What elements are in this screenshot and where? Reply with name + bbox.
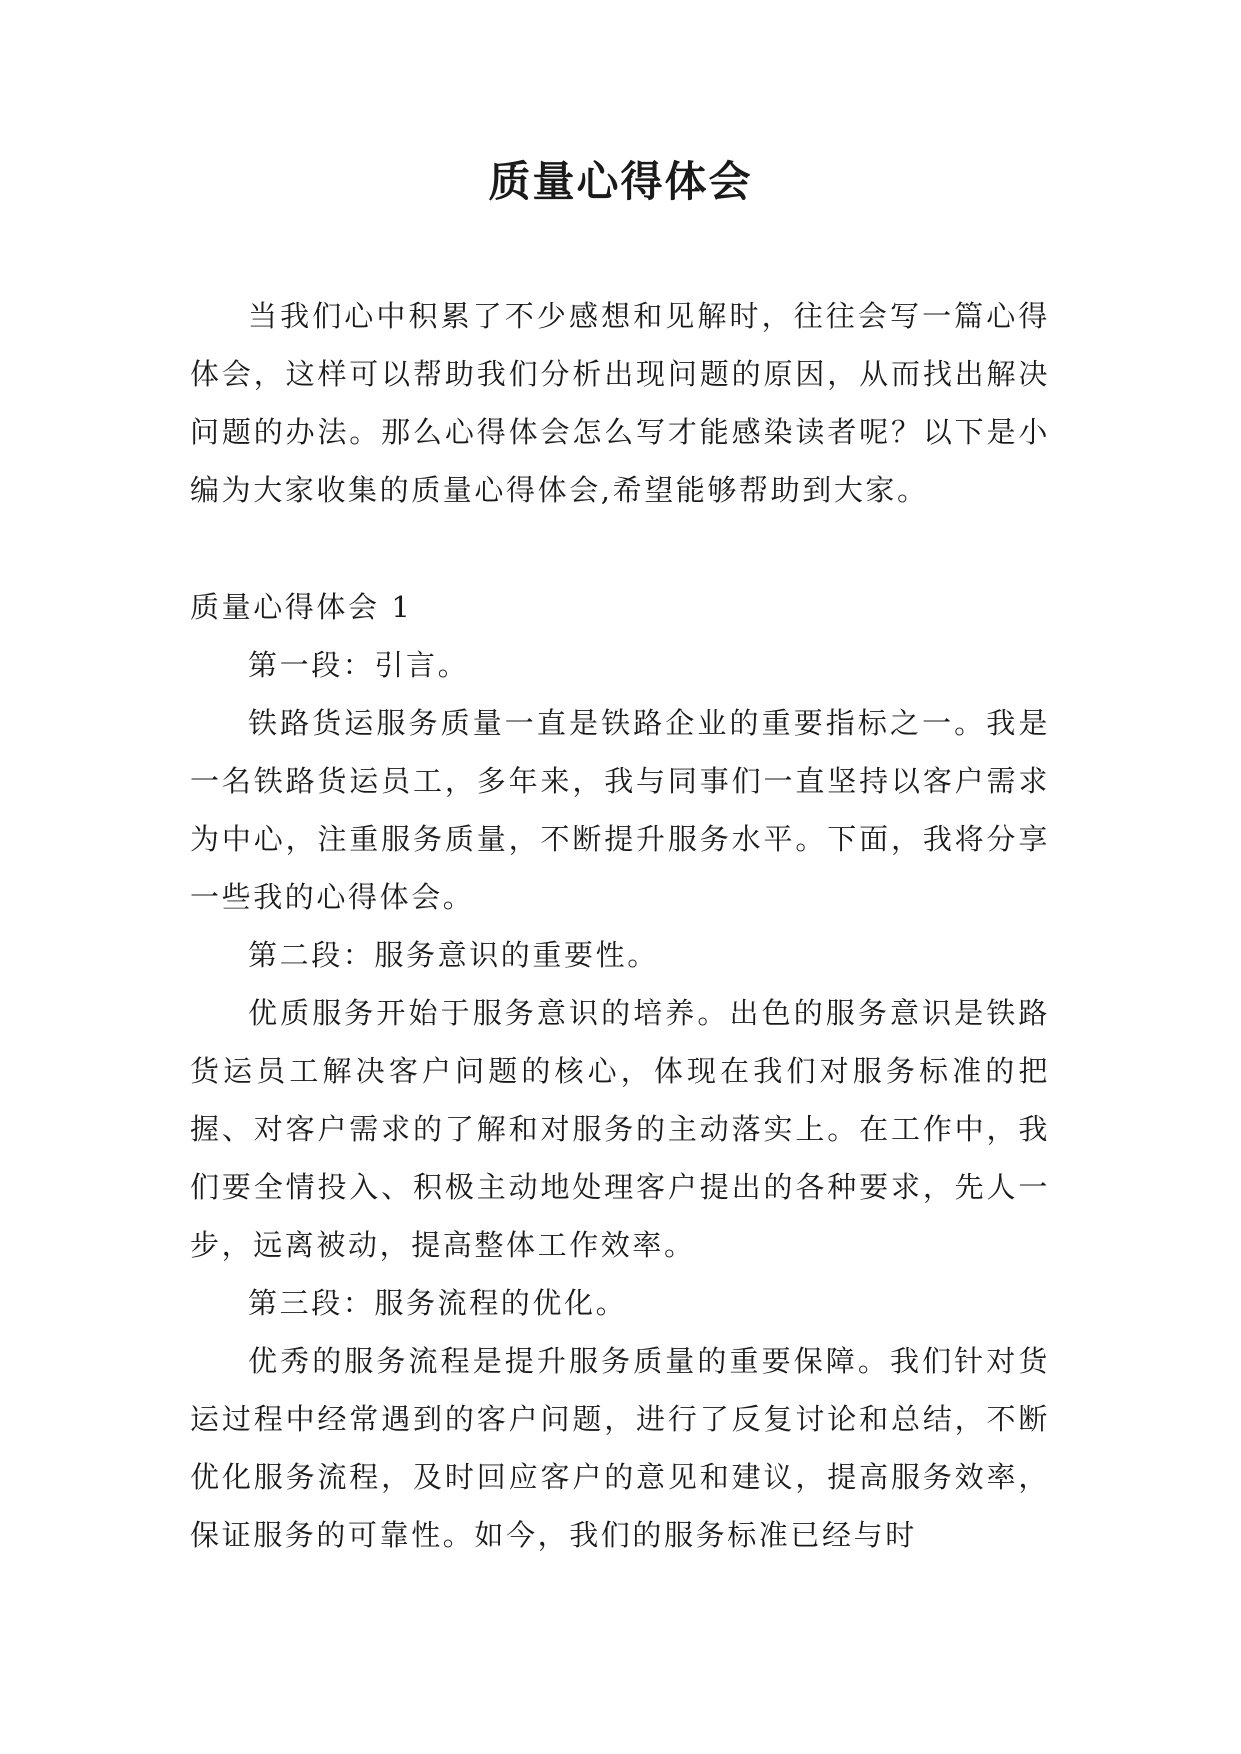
paragraph-2: 优质服务开始于服务意识的培养。出色的服务意识是铁路货运员工解决客户问题的核心，体现在我们对服务标准的把握、对客户需求的了解和对服务的主动落实上。在工作中，我们要全情投入、积极主动地处理客户提出的各种要求，先人一步，远离被动，提高整体工作效率。 [190,996,1050,1262]
paragraph-3: 优秀的服务流程是提升服务质量的重要保障。我们针对货运过程中经常遇到的客户问题，进行了反复讨论和总结，不断优化服务流程，及时回应客户的意见和建议，提高服务效率，保证服务的可靠性。如今，我们的服务标准已经与时 [190,1344,1050,1552]
section-heading: 质量心得体会 1 [190,590,413,624]
paragraph-1: 铁路货运服务质量一直是铁路企业的重要指标之一。我是一名铁路货运员工，多年来，我与同事们一直坚持以客户需求为中心，注重服务质量，不断提升服务水平。下面，我将分享一些我的心得体会。 [190,706,1050,914]
document-title: 质量心得体会 [488,157,753,206]
paragraph-heading-2: 第二段：服务意识的重要性。 [248,938,659,972]
intro-block [190,287,1050,519]
section-content [190,578,1050,1564]
intro-paragraph: 当我们心中积累了不少感想和见解时，往往会写一篇心得体会，这样可以帮助我们分析出现问题的原因，从而找出解决问题的办法。那么心得体会怎么写才能感染读者呢？以下是小编为大家收集的质量心得体会,希望能够帮助到大家。 [190,299,1050,507]
paragraph-heading-3: 第三段：服务流程的优化。 [248,1286,628,1320]
paragraph-heading-1: 第一段：引言。 [248,648,470,682]
